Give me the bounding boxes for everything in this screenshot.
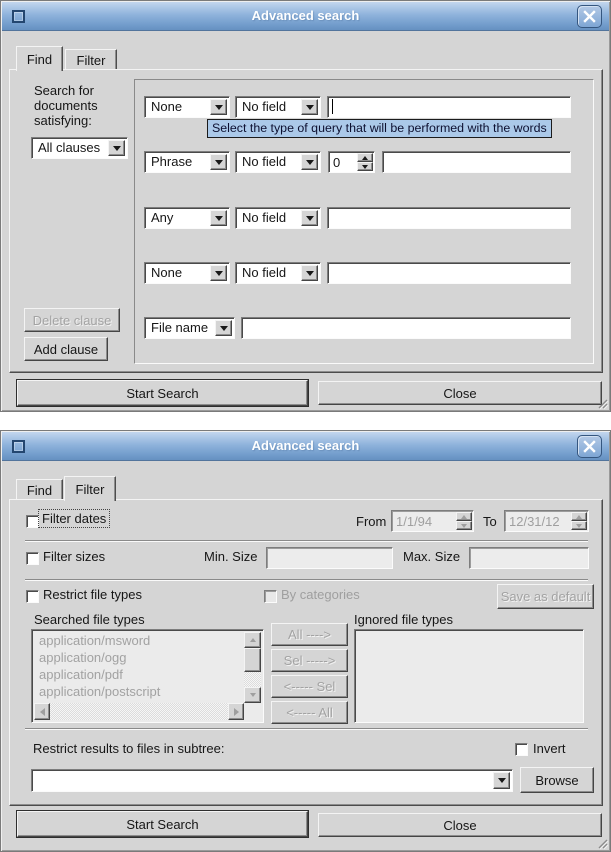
- start-search-label: Start Search: [126, 385, 199, 401]
- tab-filter[interactable]: [64, 476, 116, 501]
- clause3-type-value: Any: [151, 210, 174, 225]
- filter-sizes-label: Filter sizes: [43, 549, 106, 564]
- clause4-type-select[interactable]: [144, 262, 230, 284]
- filter-dates-label: Filter dates: [42, 511, 107, 526]
- start-search-label: Start Search: [126, 816, 199, 832]
- close-icon: [582, 439, 597, 454]
- text-cursor: [332, 99, 333, 114]
- browse-button[interactable]: [520, 767, 594, 793]
- max-size-label: Max. Size: [403, 549, 461, 564]
- close-label: Close: [443, 817, 477, 833]
- close-label: Close: [443, 385, 477, 401]
- window-menu-icon[interactable]: [12, 440, 25, 453]
- ignored-file-types-label: Ignored file types: [354, 612, 454, 627]
- dropdown-arrow-icon[interactable]: [301, 265, 318, 281]
- save-as-default-label: Save as default: [500, 589, 591, 604]
- tab-find-label: Find: [26, 51, 53, 67]
- separator: [25, 579, 588, 581]
- spin-up-icon[interactable]: [456, 512, 472, 521]
- close-button-bottom[interactable]: [318, 813, 602, 837]
- add-clause-button[interactable]: [24, 337, 108, 361]
- dropdown-arrow-icon[interactable]: [215, 320, 232, 336]
- clause3-field-value: No field: [242, 210, 287, 225]
- move-all-right-label: All ---->: [288, 627, 331, 642]
- vertical-scroll-thumb[interactable]: [244, 648, 261, 672]
- restrict-subtree-label: Restrict results to files in subtree:: [33, 741, 225, 756]
- resize-grip-icon[interactable]: [596, 837, 608, 849]
- separator: [25, 728, 588, 730]
- spin-down-icon[interactable]: [456, 521, 472, 530]
- subtree-path-combobox[interactable]: [31, 769, 513, 792]
- start-search-default-ring: [16, 379, 309, 407]
- filter-dates-focus: [39, 510, 109, 527]
- combine-clauses-select[interactable]: [31, 137, 128, 159]
- spin-up-icon[interactable]: [357, 153, 373, 162]
- spin-up-icon[interactable]: [571, 512, 587, 521]
- invert-label: Invert: [533, 741, 566, 756]
- start-search-button[interactable]: [17, 811, 308, 837]
- list-item[interactable]: application/postscript: [39, 684, 161, 699]
- dropdown-arrow-icon[interactable]: [210, 210, 227, 226]
- clause2-field-value: No field: [242, 154, 287, 169]
- filename-clause-select[interactable]: [144, 317, 235, 339]
- separator: [25, 540, 588, 542]
- dropdown-arrow-icon[interactable]: [493, 772, 510, 789]
- move-sel-right-label: Sel ----->: [283, 653, 336, 668]
- dropdown-arrow-icon[interactable]: [301, 210, 318, 226]
- clause4-field-value: No field: [242, 265, 287, 280]
- filter-sizes-checkbox[interactable]: [26, 552, 39, 565]
- searched-file-types-list[interactable]: [31, 629, 264, 723]
- save-as-default-button[interactable]: [497, 584, 594, 609]
- dropdown-arrow-icon[interactable]: [210, 265, 227, 281]
- browse-label: Browse: [535, 772, 579, 788]
- move-sel-left-button[interactable]: [271, 675, 348, 698]
- by-categories-label: By categories: [281, 587, 360, 602]
- horizontal-scrollbar[interactable]: [34, 703, 244, 720]
- clause4-words-input[interactable]: [327, 262, 571, 284]
- ignored-file-types-list[interactable]: [354, 629, 584, 723]
- start-search-default-ring: [16, 810, 309, 838]
- scroll-right-icon[interactable]: [228, 703, 244, 720]
- clause1-type-value: None: [151, 99, 183, 114]
- clause3-field-select[interactable]: [235, 207, 321, 229]
- window-menu-icon[interactable]: [12, 10, 25, 23]
- vertical-scrollbar[interactable]: [244, 632, 261, 703]
- by-categories-checkbox[interactable]: [264, 590, 277, 603]
- tab-filter-label: Filter: [76, 52, 106, 68]
- advanced-search-window-find: [0, 0, 611, 412]
- to-date-spinbox[interactable]: [504, 510, 589, 532]
- restrict-file-types-checkbox[interactable]: [26, 590, 39, 603]
- move-all-left-button[interactable]: [271, 701, 348, 724]
- clause2-type-value: Phrase: [151, 154, 193, 169]
- title-bar[interactable]: [2, 2, 609, 31]
- window-title: Advanced search: [251, 8, 360, 23]
- tab-find-label: Find: [26, 482, 53, 498]
- scroll-left-icon[interactable]: [34, 703, 50, 720]
- max-size-input[interactable]: [469, 547, 589, 569]
- close-button[interactable]: [577, 5, 602, 28]
- close-button-bottom[interactable]: [318, 381, 602, 405]
- to-label: To: [483, 514, 497, 529]
- clause4-field-select[interactable]: [235, 262, 321, 284]
- delete-clause-button[interactable]: [24, 308, 120, 332]
- min-size-input[interactable]: [266, 547, 393, 569]
- close-button[interactable]: [577, 435, 602, 458]
- clause4-type-value: None: [151, 265, 183, 280]
- move-sel-left-label: <----- Sel: [283, 679, 336, 694]
- clause3-type-select[interactable]: [144, 207, 230, 229]
- from-label: From: [356, 514, 387, 529]
- scroll-up-icon[interactable]: [244, 632, 261, 648]
- clause2-proximity-spinbox[interactable]: [328, 151, 375, 173]
- list-item[interactable]: application/ogg: [39, 650, 127, 665]
- filename-input[interactable]: [241, 317, 571, 339]
- clause1-field-value: No field: [242, 99, 287, 114]
- move-all-left-label: <----- All: [286, 705, 333, 720]
- scroll-down-icon[interactable]: [244, 687, 261, 703]
- combine-clauses-value: All clauses: [38, 140, 101, 155]
- dropdown-arrow-icon[interactable]: [108, 140, 125, 156]
- filter-dates-checkbox[interactable]: [26, 515, 39, 528]
- move-all-right-button[interactable]: [271, 623, 348, 646]
- close-icon: [582, 9, 597, 24]
- clause-type-tooltip: Select the type of query that will be performed with the words: [207, 119, 552, 138]
- clause3-words-input[interactable]: [327, 207, 571, 229]
- from-date-spinbox[interactable]: [391, 510, 474, 532]
- clause1-type-select[interactable]: [144, 96, 230, 118]
- clause2-words-input[interactable]: [382, 151, 571, 173]
- dropdown-arrow-icon[interactable]: [210, 154, 227, 170]
- title-bar[interactable]: [2, 432, 609, 461]
- restrict-file-types-label: Restrict file types: [43, 587, 142, 602]
- clause2-type-select[interactable]: [144, 151, 230, 173]
- searched-file-types-items: [34, 632, 243, 702]
- tab-find[interactable]: [16, 479, 63, 500]
- delete-clause-label: Delete clause: [32, 312, 112, 328]
- tab-find[interactable]: [16, 46, 63, 71]
- invert-checkbox[interactable]: [515, 743, 528, 756]
- tab-filter[interactable]: [65, 49, 117, 70]
- resize-grip-icon[interactable]: [596, 397, 608, 409]
- spin-down-icon[interactable]: [571, 521, 587, 530]
- search-for-label: Search for documents satisfying:: [34, 83, 98, 128]
- filename-clause-value: File name: [151, 320, 209, 335]
- min-size-label: Min. Size: [204, 549, 258, 564]
- start-search-button[interactable]: [17, 380, 308, 406]
- list-item[interactable]: application/msword: [39, 633, 151, 648]
- clause1-field-select[interactable]: [235, 96, 321, 118]
- clause1-words-input[interactable]: [327, 96, 571, 118]
- advanced-search-window-filter: [0, 430, 611, 852]
- window-title: Advanced search: [251, 438, 360, 453]
- clause2-field-select[interactable]: [235, 151, 321, 173]
- tab-filter-label: Filter: [75, 481, 105, 497]
- searched-file-types-label: Searched file types: [34, 612, 145, 627]
- spin-down-icon[interactable]: [357, 162, 373, 171]
- list-item[interactable]: application/pdf: [39, 667, 123, 682]
- add-clause-label: Add clause: [33, 341, 99, 357]
- dropdown-arrow-icon[interactable]: [210, 99, 227, 115]
- move-sel-right-button[interactable]: [271, 649, 348, 672]
- dropdown-arrow-icon[interactable]: [301, 99, 318, 115]
- dropdown-arrow-icon[interactable]: [301, 154, 318, 170]
